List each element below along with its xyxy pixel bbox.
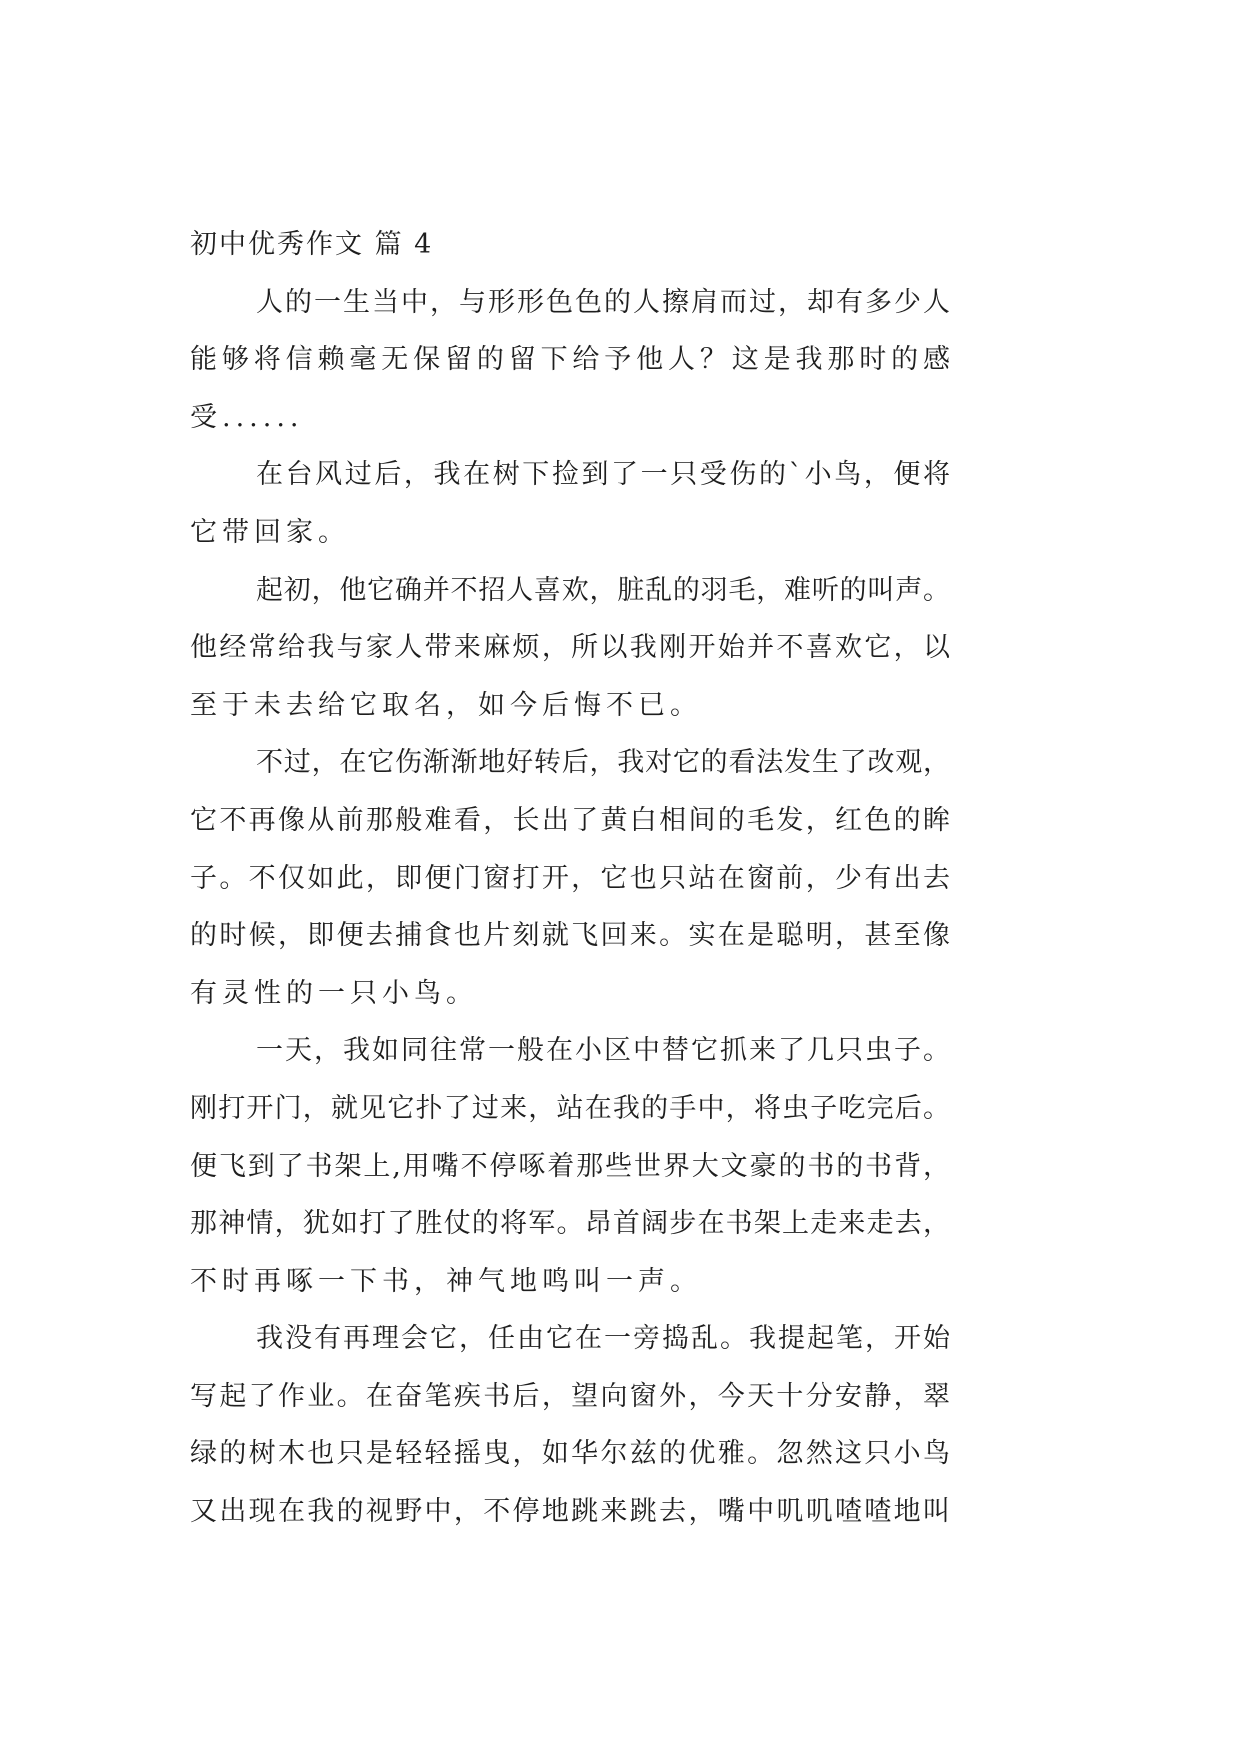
text-line: 起初，他它确并不招人喜欢，脏乱的羽毛，难听的叫声。 bbox=[256, 574, 950, 606]
text-line: 能够将信赖毫无保留的留下给予他人？这是我那时的感 bbox=[190, 344, 950, 376]
text-line: 受...... bbox=[190, 401, 304, 433]
text-line: 便飞到了书架上,用嘴不停啄着那些世界大文豪的书的书背， bbox=[190, 1150, 950, 1182]
paragraph-1 bbox=[190, 274, 950, 447]
text-line: 写起了作业。在奋笔疾书后，望向窗外，今天十分安静，翠 bbox=[190, 1380, 950, 1412]
text-line: 刚打开门，就见它扑了过来，站在我的手中，将虫子吃完后。 bbox=[190, 1092, 950, 1124]
text-line: 它不再像从前那般难看，长出了黄白相间的毛发，红色的眸 bbox=[190, 804, 950, 836]
text-line: 那神情，犹如打了胜仗的将军。昂首阔步在书架上走来走去， bbox=[190, 1208, 950, 1240]
text-line: 子。不仅如此，即便门窗打开，它也只站在窗前，少有出去 bbox=[190, 862, 950, 894]
text-line: 他经常给我与家人带来麻烦，所以我刚开始并不喜欢它，以 bbox=[190, 632, 950, 664]
paragraph-3 bbox=[190, 562, 950, 735]
text-line: 有灵性的一只小鸟。 bbox=[190, 977, 478, 1009]
text-line: 它带回家。 bbox=[190, 516, 350, 548]
text-line: 一天，我如同往常一般在小区中替它抓来了几只虫子。 bbox=[256, 1035, 950, 1067]
paragraph-5 bbox=[190, 1022, 950, 1310]
text-line: 的时候，即便去捕食也片刻就飞回来。实在是聪明，甚至像 bbox=[190, 920, 950, 952]
paragraph-2 bbox=[190, 446, 950, 561]
text-line: 不过，在它伤渐渐地好转后，我对它的看法发生了改观， bbox=[256, 747, 950, 779]
text-line: 至于未去给它取名，如今后悔不已。 bbox=[190, 689, 702, 721]
text-line: 在台风过后，我在树下捡到了一只受伤的`小鸟，便将 bbox=[256, 459, 950, 491]
text-line: 人的一生当中，与形形色色的人擦肩而过，却有多少人 bbox=[256, 286, 950, 318]
document-title: 初中优秀作文 篇 4 bbox=[190, 229, 434, 260]
text-line: 绿的树木也只是轻轻摇曳，如华尔兹的优雅。忽然这只小鸟 bbox=[190, 1438, 950, 1470]
paragraph-4 bbox=[190, 734, 950, 1022]
text-line: 又出现在我的视野中，不停地跳来跳去，嘴中叽叽喳喳地叫 bbox=[190, 1496, 950, 1528]
text-line: 不时再啄一下书，神气地鸣叫一声。 bbox=[190, 1265, 702, 1297]
document-body bbox=[190, 216, 950, 1541]
text-line: 我没有再理会它，任由它在一旁捣乱。我提起笔，开始 bbox=[256, 1323, 950, 1355]
paragraph-6 bbox=[190, 1310, 950, 1540]
